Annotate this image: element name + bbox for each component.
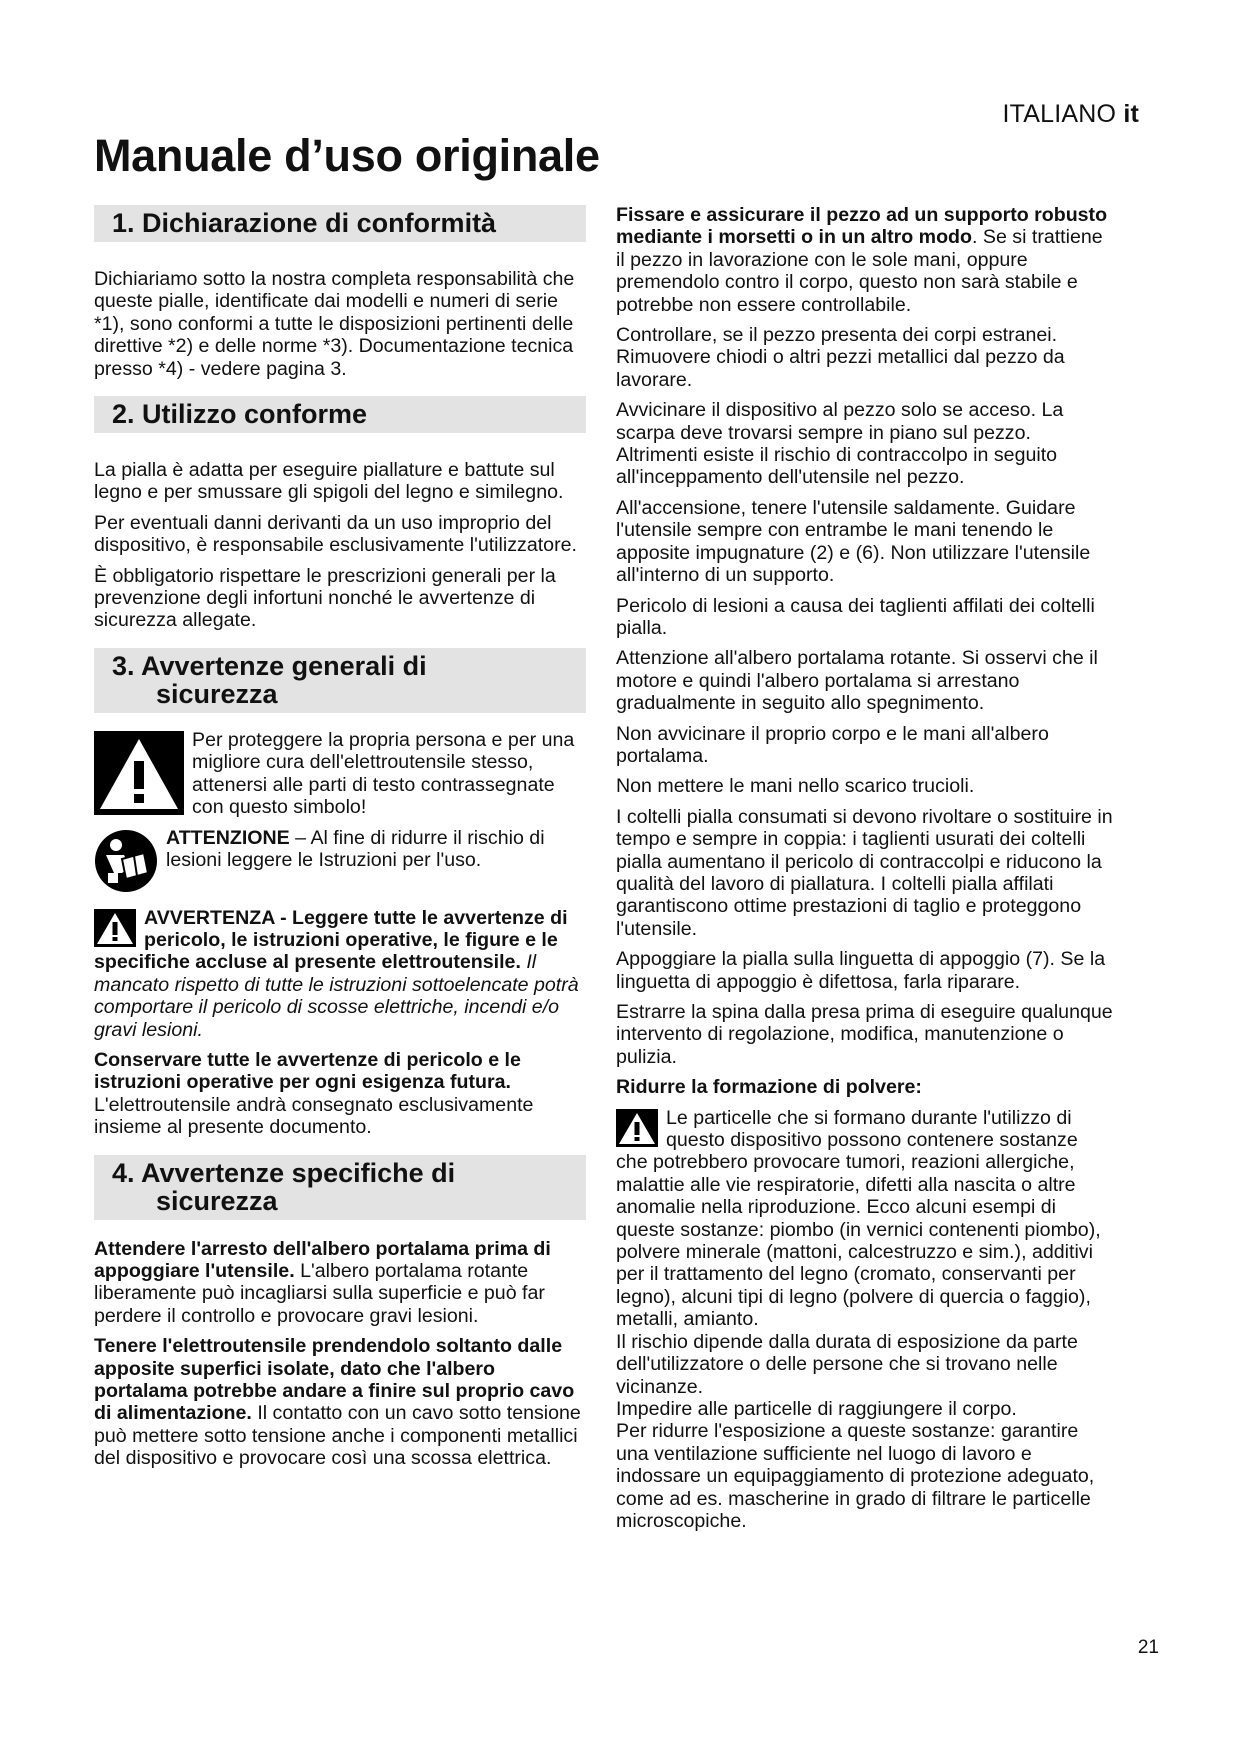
section-4-text-1-bold: Attendere l'arresto dell'albero portalama prima di appoggiare l'utensile. [94,1237,551,1282]
right-text-8: Non mettere le mani nello scarico trucioli. [616,775,975,798]
right-text-6: Attenzione all'albero portalama rotante. Si osservi che il motore e quindi l'albero portalama si arrestano gradualmente in seguito allo spegnimento. [616,647,1098,715]
attention-label: ATTENZIONE [166,826,290,849]
right-text-11: Estrarre la spina dalla presa prima di eseguire qualunque intervento di regolazione, modifica, manutenzione o pulizia. [616,1001,1113,1068]
symbol-note [94,729,586,819]
section-1-text: Dichiariamo sotto la nostra completa responsabilità che queste pialle, identificate dai modelli e numeri di serie *1), sono conformi a tutte le disposizioni pertinenti delle direttive *2) e delle norme *3). Documentazione tecnica presso *4) - vedere pagina 3. [94,268,575,380]
section-3-heading [94,648,586,713]
dust-text: Le particelle che si formano durante l'utilizzo di questo dispositivo possono contenere sostanze che potrebbero provocare tumori, reazioni allergiche, malattie alle vie respiratorie, difetti alla nascita o altre anomalie nella riproduzione. Ecco alcuni esempi di queste sostanze: piombo (in vernici contenenti piombo), polvere minerale (mattoni, calcestruzzo e sim.), additivi per il trattamento del legno (cromato, conservanti per legno), alcuni tipi di legno (polvere di quercia o faggio), metalli, amianto. [616,1106,1101,1331]
section-2-text-3: È obbligatorio rispettare le prescrizioni generali per la prevenzione degli infortuni nonché le avvertenze di sicurezza allegate. [94,564,556,632]
dust-note [616,1107,1114,1331]
general-warning [94,907,586,1041]
right-text-9: I coltelli pialla consumati si devono rivoltare o sostituire in tempo e sempre in coppia: i taglienti usurati dei coltelli pialla aumentano il pericolo di contraccolpi e riducono la qualità del lavoro di piallatura. I coltelli pialla affilati garantiscono ottime prestazioni di taglio e proteggono l'utensile. [616,805,1113,940]
dust-warning-icon [616,1109,658,1147]
dust-risk: Il rischio dipende dalla durata di esposizione da parte dell'utilizzatore o delle persone che si trovano nelle vicinanze. [616,1330,1078,1398]
attention-note [94,827,586,893]
section-3-heading-line1: 3. Avvertenze generali di [112,650,427,681]
right-column [616,204,1114,1532]
section-4-text-1-rest: L'albero portalama rotante liberamente può incagliarsi sulla superficie e può far perdere il controllo e provocare gravi lesioni. [94,1259,545,1327]
section-4-text-2-bold: Tenere l'elettroutensile prendendolo soltanto dalle apposite superfici isolate, dato che l'albero portalama potrebbe andare a finire sul proprio cavo di alimentazione. [94,1335,575,1425]
keep-instructions [94,1049,586,1139]
section-2-text-2: Per eventuali danni derivanti da un uso improprio del dispositivo, è responsabile esclusivamente l'utilizzatore. [94,511,577,557]
section-4-heading-line2: sicurezza [156,1185,278,1216]
attention-text: – Al fine di ridurre il rischio di lesioni leggere le Istruzioni per l'uso. [166,826,545,871]
language-code: it [1123,100,1139,128]
right-text-4: All'accensione, tenere l'utensile saldamente. Guidare l'utensile sempre con entrambe le mani tenendo le apposite impugnature (2) e (6). Non utilizzare l'utensile all'interno di un supporto. [616,496,1091,587]
right-text-2: Controllare, se il pezzo presenta dei corpi estranei. Rimuovere chiodi o altri pezzi metallici dal pezzo da lavorare. [616,324,1065,391]
language-label [1003,100,1140,129]
page-number: 21 [1137,1637,1159,1658]
attention-note-text [166,827,586,893]
section-2-heading: 2. Utilizzo conforme [94,396,586,433]
right-text-3: Avvicinare il dispositivo al pezzo solo se acceso. La scarpa deve trovarsi sempre in piano sul pezzo. Altrimenti esiste il rischio di contraccolpo in seguito all'inceppamento dell'utensile nel pezzo. [616,399,1064,489]
right-text-10: Appoggiare la pialla sulla linguetta di appoggio (7). Se la linguetta di appoggio è difettosa, farla riparare. [616,948,1106,993]
section-1-heading: 1. Dichiarazione di conformità [94,205,586,242]
keep-instructions-bold: Conservare tutte le avvertenze di pericolo e le istruzioni operative per ogni esigenza futura. [94,1048,521,1094]
dust-prevent: Impedire alle particelle di raggiungere il corpo. [616,1397,1017,1420]
symbol-note-text: Per proteggere la propria persona e per una migliore cura dell'elettroutensile stesso, attenersi alle parti di testo contrassegnate con questo simbolo! [192,728,575,819]
read-manual-icon [94,829,158,893]
section-4-heading-line1: 4. Avvertenze specifiche di [112,1157,456,1188]
general-warning-italic: Il mancato rispetto di tutte le istruzioni sottoelencate potrà comportare il pericolo di scosse elettriche, incendi e/o gravi lesioni. [94,951,579,1041]
section-3-heading-line2: sicurezza [156,678,278,709]
page-title: Manuale d’uso originale [94,130,600,181]
dust-reduce: Per ridurre l'esposizione a queste sostanze: garantire una ventilazione sufficiente nel luogo di lavoro e indossare un equipaggiamento di protezione adeguato, come ad es. mascherine in grado di filtrare le particelle microscopiche. [616,1420,1095,1532]
right-text-1 [616,204,1114,316]
section-4-text-2 [94,1335,586,1469]
right-text-5: Pericolo di lesioni a causa dei taglienti affilati dei coltelli pialla. [616,594,1095,639]
section-2-text-1: La pialla è adatta per eseguire piallature e battute sul legno e per smussare gli spigoli del legno e similegno. [94,459,564,504]
dust-heading: Ridurre la formazione di polvere: [616,1076,922,1099]
left-column [94,205,586,1478]
right-text-1-rest: . Se si trattiene il pezzo in lavorazione con le sole mani, oppure premendolo contro il corpo, questo non sarà stabile e potrebbe non essere controllabile. [616,226,1103,316]
right-text-1-bold: Fissare e assicurare il pezzo ad un supporto robusto mediante i morsetti o in un altro modo [616,204,1108,249]
section-4-text-1 [94,1238,586,1328]
right-text-7: Non avvicinare il proprio corpo e le mani all'albero portalama. [616,722,1049,767]
warning-triangle-icon [94,731,184,815]
language-name: ITALIANO [1002,100,1117,128]
general-warning-bold: AVVERTENZA - Leggere tutte le avvertenze di pericolo, le istruzioni operative, le figure e le specifiche accluse al presente elettroutensile. [94,906,568,974]
section-4-text-2-rest: Il contatto con un cavo sotto tensione può mettere sotto tensione anche i componenti metallici del dispositivo e provocare così una scossa elettrica. [94,1402,581,1470]
section-4-heading [94,1155,586,1220]
small-warning-icon [94,909,136,947]
keep-instructions-text: L'elettroutensile andrà consegnato esclusivamente insieme al presente documento. [94,1093,534,1139]
